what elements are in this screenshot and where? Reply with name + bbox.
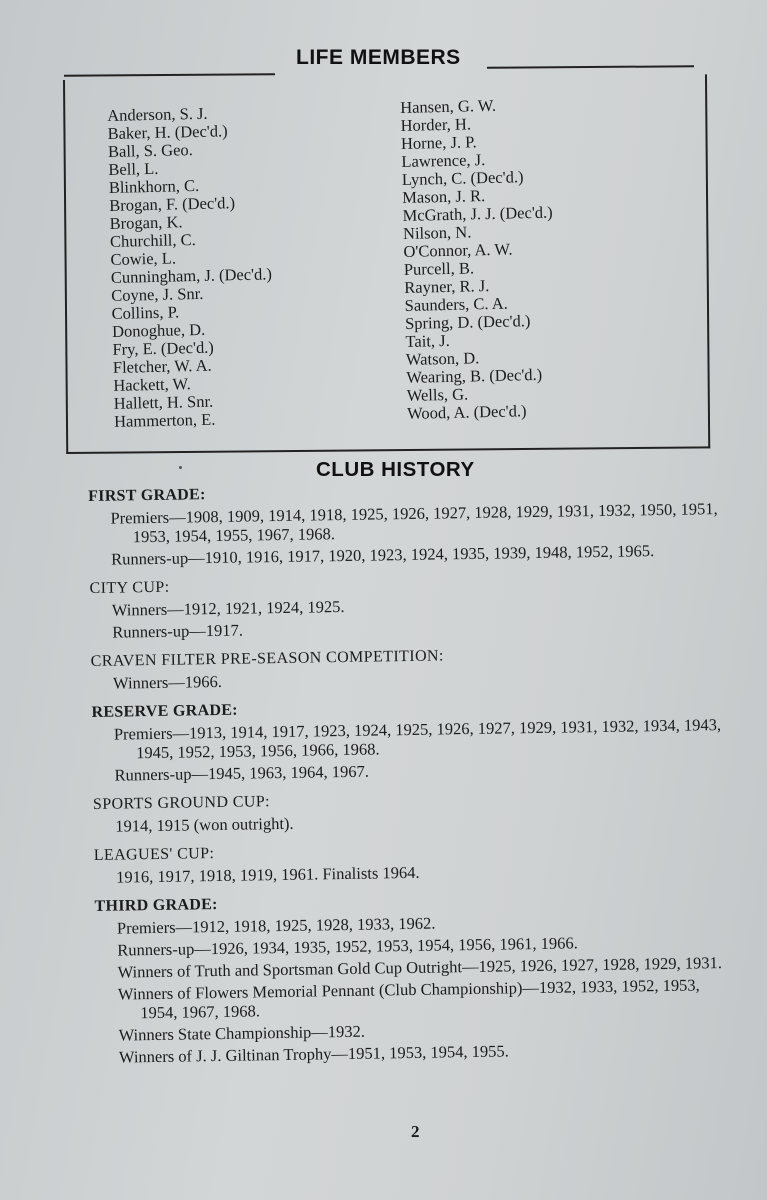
life-member-name: Spring, D. (Dec'd.) <box>404 311 531 333</box>
life-member-name: Cowie, L. <box>110 248 177 269</box>
history-section-title: CITY CUP: <box>89 578 170 597</box>
life-member-name: Tait, J. <box>405 330 450 351</box>
history-section <box>94 887 737 1067</box>
heading-rule-left <box>64 73 275 76</box>
life-member-name: Watson, D. <box>405 348 480 369</box>
history-section-title: THIRD GRADE: <box>94 896 218 915</box>
life-member-name: Hammerton, E. <box>113 409 216 431</box>
life-member-name: Saunders, C. A. <box>404 293 508 315</box>
life-member-name: Churchill, C. <box>109 230 196 251</box>
life-member-name: Nilson, N. <box>402 222 472 243</box>
history-section-title: RESERVE GRADE: <box>91 701 238 721</box>
history-entry: 1916, 1917, 1918, 1919, 1961. Finalists 1964. <box>115 862 420 887</box>
life-member-name: Anderson, S. J. <box>106 103 208 125</box>
life-member-name: Rayner, R. J. <box>404 276 490 297</box>
history-section-title: LEAGUES' CUP: <box>93 845 215 864</box>
history-entry: Premiers—1908, 1909, 1914, 1918, 1925, 1926, 1927, 1928, 1929, 1931, 1932, 1950, 1951, 1953, 1954, 1955, 1967, 1968. <box>110 499 718 547</box>
print-speck <box>179 466 182 469</box>
life-member-name: Lynch, C. (Dec'd.) <box>401 167 524 189</box>
life-member-name: O'Connor, A. W. <box>403 239 513 261</box>
life-member-name: Brogan, K. <box>109 212 183 233</box>
life-member-name: Coyne, J. Snr. <box>111 283 204 305</box>
history-section <box>89 569 730 642</box>
history-entry: Winners of J. J. Giltinan Trophy—1951, 1953, 1954, 1955. <box>118 1041 509 1067</box>
history-entry: Winners—1912, 1921, 1924, 1925. <box>111 596 345 620</box>
history-entry: Premiers—1913, 1914, 1917, 1923, 1924, 1925, 1926, 1927, 1929, 1931, 1932, 1934, 1943, 1945, 1952, 1953, 1956, 1966, 1968. <box>113 715 722 763</box>
life-member-name: Horne, J. P. <box>400 132 477 153</box>
page-number: 2 <box>411 1122 420 1141</box>
life-member-name: Donoghue, D. <box>111 319 206 341</box>
history-section <box>91 642 732 693</box>
heading-rule-right <box>487 65 694 68</box>
life-member-name: Brogan, F. (Dec'd.) <box>109 193 236 215</box>
history-section-title: SPORTS GROUND CUP: <box>92 793 271 813</box>
life-members-left-column <box>107 103 275 431</box>
life-member-name: McGrath, J. J. (Dec'd.) <box>402 202 553 225</box>
history-section <box>93 785 734 836</box>
life-member-name: Fry, E. (Dec'd.) <box>112 337 215 359</box>
life-members-title: LIFE MEMBERS <box>296 46 461 69</box>
history-section <box>91 693 732 785</box>
history-entry: Runners-up—1917. <box>112 620 244 642</box>
history-section-title: CRAVEN FILTER PRE-SEASON COMPETITION: <box>90 647 444 670</box>
life-member-name: Lawrence, J. <box>401 150 486 171</box>
history-section <box>94 836 735 887</box>
history-entry: Winners—1966. <box>112 671 223 693</box>
club-history-body <box>88 477 737 1067</box>
life-member-name: Cunningham, J. (Dec'd.) <box>110 264 273 287</box>
life-member-name: Baker, H. (Dec'd.) <box>107 121 228 143</box>
life-member-name: Mason, J. R. <box>402 186 486 207</box>
club-history-title: CLUB HISTORY <box>316 458 475 481</box>
history-entry: Premiers—1912, 1918, 1925, 1928, 1933, 1962. <box>116 913 436 938</box>
history-entry: Runners-up—1926, 1934, 1935, 1952, 1953, 1954, 1956, 1961, 1966. <box>117 933 578 960</box>
history-entry: Winners of Flowers Memorial Pennant (Club Championship)—1932, 1933, 1952, 1953, 1954, 1967, 1968. <box>117 975 700 1023</box>
life-member-name: Purcell, B. <box>403 258 475 279</box>
life-member-name: Hallett, H. Snr. <box>113 391 214 413</box>
life-member-name: Ball, S. Geo. <box>107 140 194 161</box>
history-entry: Winners State Championship—1932. <box>118 1021 366 1045</box>
history-entry: Runners-up—1945, 1963, 1964, 1967. <box>114 761 370 785</box>
history-entry: Winners of Truth and Sportsman Gold Cup Outright—1925, 1926, 1927, 1928, 1929, 1931. <box>117 953 723 982</box>
life-member-name: Wearing, B. (Dec'd.) <box>406 364 543 387</box>
life-member-name: Fletcher, W. A. <box>112 355 212 377</box>
life-member-name: Collins, P. <box>111 302 180 323</box>
history-section-title: FIRST GRADE: <box>88 486 206 505</box>
history-section <box>88 477 729 569</box>
life-member-name: Bell, L. <box>108 158 159 179</box>
life-member-name: Wells, G. <box>406 384 469 405</box>
history-entry: 1914, 1915 (won outright). <box>115 813 294 836</box>
life-members-right-column <box>400 96 557 423</box>
history-entry: Runners-up—1910, 1916, 1917, 1920, 1923, 1924, 1935, 1939, 1948, 1952, 1965. <box>110 541 655 569</box>
life-member-name: Horder, H. <box>400 114 472 135</box>
life-member-name: Blinkhorn, C. <box>108 175 200 197</box>
life-member-name: Wood, A. (Dec'd.) <box>406 401 527 423</box>
life-member-name: Hansen, G. W. <box>399 95 497 117</box>
life-member-name: Hackett, W. <box>113 374 191 395</box>
